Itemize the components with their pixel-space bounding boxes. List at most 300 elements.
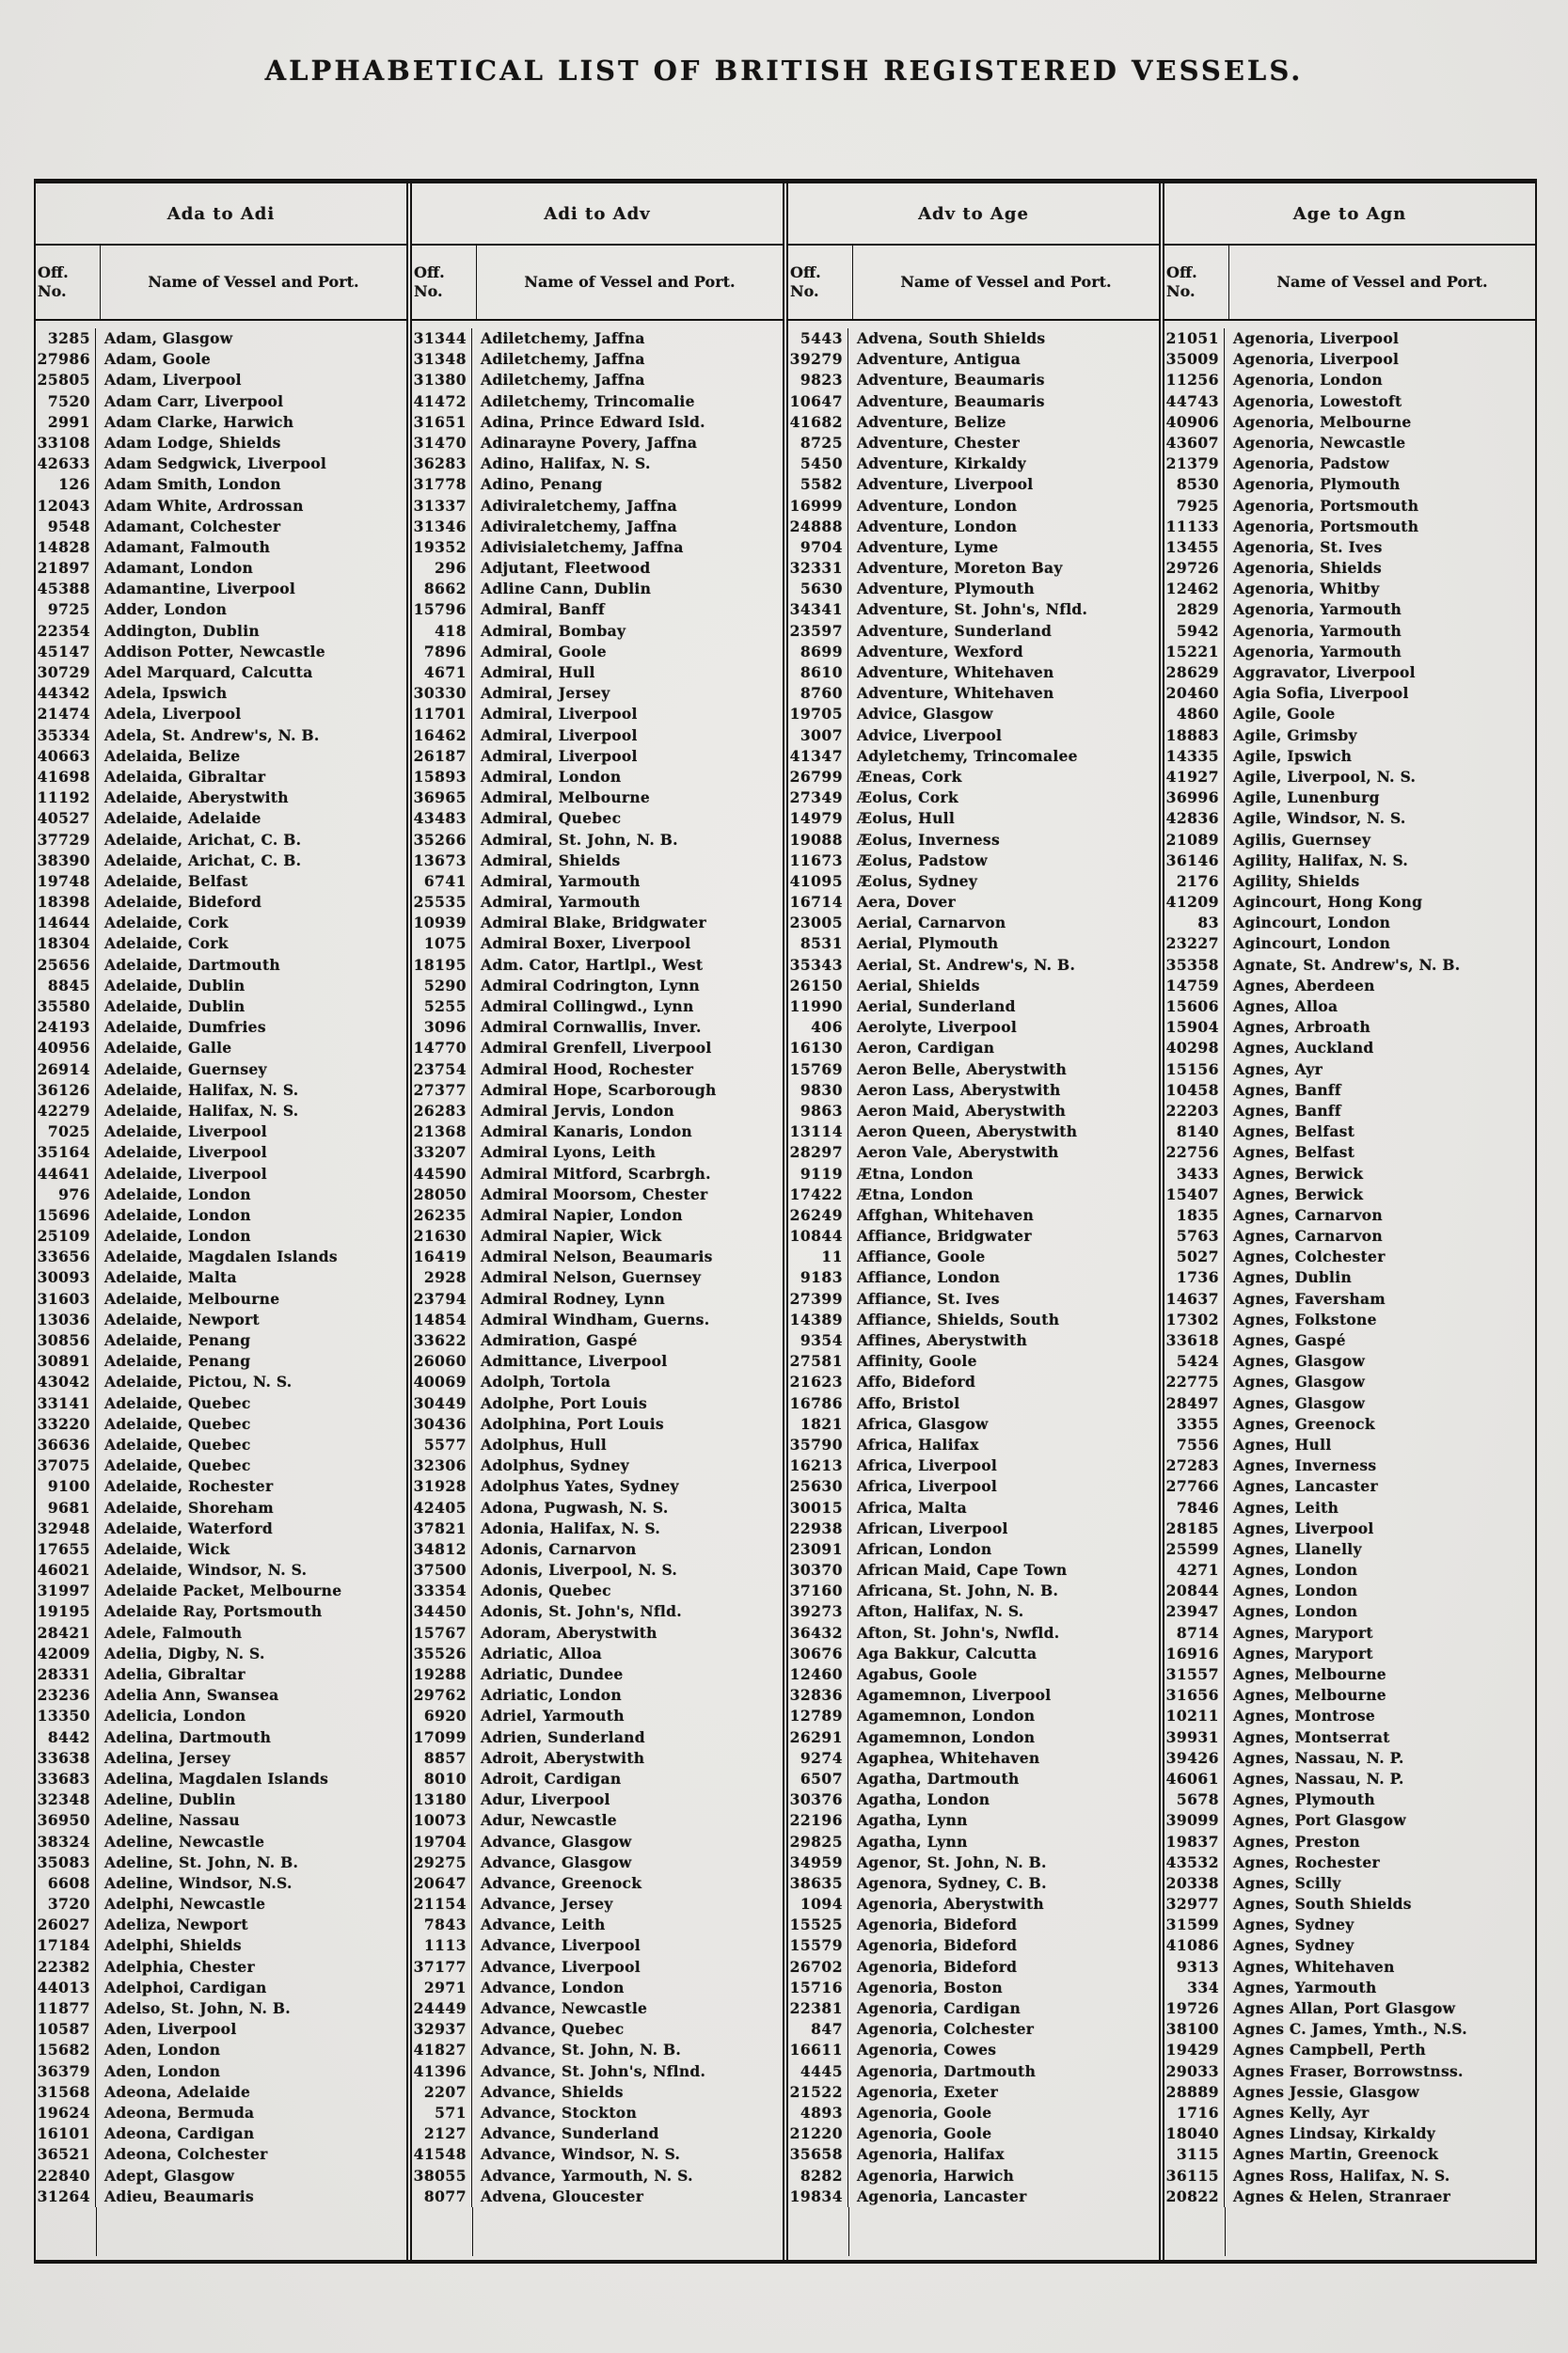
table-row	[36, 2103, 406, 2123]
off-no-cell: 32306	[412, 1455, 472, 1476]
off-no-cell: 23947	[1164, 1601, 1225, 1622]
table-row	[36, 808, 406, 829]
off-no-cell: 21368	[412, 1121, 472, 1142]
vessel-name-cell: Advance, Leith	[481, 1916, 606, 1934]
vessel-name-cell: Adel Marquard, Calcutta	[104, 663, 313, 681]
off-no-cell: 36521	[36, 2144, 96, 2165]
vessel-name-cell: Adelaide, Cork	[104, 934, 229, 953]
off-no-cell: 1075	[412, 933, 472, 954]
table-row	[1164, 2123, 1535, 2144]
table-row	[412, 1832, 783, 1852]
table-row	[788, 725, 1159, 746]
table-row	[788, 1184, 1159, 1205]
off-no-cell: 21154	[412, 1894, 472, 1915]
table-row	[36, 892, 406, 913]
off-no-cell: 4445	[788, 2061, 848, 2082]
off-no-cell: 8077	[412, 2186, 472, 2207]
table-row	[1164, 453, 1535, 474]
vessel-name-cell: Adelaide, Quebec	[104, 1435, 251, 1454]
off-no-cell: 8760	[788, 683, 848, 704]
vessel-name-cell: Agatha, Lynn	[857, 1811, 968, 1830]
vessel-name-cell: Agatha, Lynn	[857, 1832, 968, 1851]
table-row	[788, 1351, 1159, 1372]
off-no-cell: 16462	[412, 725, 472, 746]
table-row	[788, 851, 1159, 871]
table-row	[1164, 787, 1535, 808]
vessel-name-cell: Addington, Dublin	[104, 621, 260, 640]
off-no-cell: 8010	[412, 1769, 472, 1789]
off-no-cell: 38100	[1164, 2019, 1225, 2040]
table-row	[36, 1017, 406, 1038]
off-no-cell: 30729	[36, 662, 96, 683]
off-no-cell: 30856	[36, 1330, 96, 1351]
table-row	[788, 1644, 1159, 1664]
table-row	[1164, 1080, 1535, 1101]
vessel-name-cell: Agnes, Rochester	[1233, 1852, 1381, 1871]
off-no-cell: 6920	[412, 1706, 472, 1726]
vessel-name-cell: Agnes, Belfast	[1233, 1143, 1355, 1162]
table-row	[36, 746, 406, 767]
off-no-cell: 25535	[412, 892, 472, 913]
table-row	[36, 1644, 406, 1664]
off-no-cell: 5942	[1164, 621, 1225, 642]
off-no-cell: 26283	[412, 1101, 472, 1121]
vessel-name-cell: Adolphus, Sydney	[481, 1456, 629, 1475]
off-no-cell: 20647	[412, 1873, 472, 1894]
off-no-cell: 30891	[36, 1351, 96, 1372]
table-row	[412, 1247, 783, 1267]
tail-offno-rule	[36, 2207, 97, 2256]
vessel-name-cell: Admiral Hood, Rochester	[481, 1059, 694, 1078]
table-row	[788, 537, 1159, 558]
off-no-cell: 9830	[788, 1080, 848, 1101]
vessel-name-cell: Adela, Ipswich	[104, 684, 228, 703]
vessel-name-cell: Agenoria, Halifax	[857, 2145, 1005, 2164]
off-no-cell: 18304	[36, 933, 96, 954]
off-no-cell: 32977	[1164, 1894, 1225, 1915]
vessel-name-cell: Adelaide, Shoreham	[104, 1498, 274, 1517]
vessel-name-cell: Agincourt, London	[1233, 934, 1391, 953]
off-no-cell: 38390	[36, 851, 96, 871]
off-no-cell: 5255	[412, 996, 472, 1017]
vessel-name-cell: Affiance, Shields, South	[857, 1310, 1060, 1328]
off-no-cell: 15796	[412, 599, 472, 620]
table-row	[788, 871, 1159, 892]
vessel-name-cell: Affines, Aberystwith	[857, 1331, 1028, 1349]
table-row	[788, 2166, 1159, 2186]
table-row	[1164, 1957, 1535, 1978]
vessel-name-cell: Agenoria, Bideford	[857, 1957, 1018, 1976]
vessel-name-cell: Agnes, Montserrat	[1233, 1727, 1390, 1746]
table-row	[788, 2123, 1159, 2144]
vessel-name-cell: Adeline, Newcastle	[104, 1832, 265, 1851]
table-row	[36, 767, 406, 787]
vessel-name-cell: Agenoria, Yarmouth	[1233, 600, 1402, 619]
vessel-name-cell: Agnes, London	[1233, 1602, 1358, 1621]
off-no-cell: 9119	[788, 1164, 848, 1184]
table-row	[788, 1205, 1159, 1226]
off-no-cell: 14828	[36, 537, 96, 558]
vessel-name-cell: African Maid, Cape Town	[857, 1561, 1068, 1580]
off-no-cell: 13350	[36, 1706, 96, 1726]
table-row	[36, 1852, 406, 1873]
vessel-name-cell: Advance, Jersey	[481, 1895, 613, 1914]
vessel-name-cell: Aeron Maid, Aberystwith	[857, 1101, 1067, 1120]
off-no-cell: 15156	[1164, 1059, 1225, 1080]
off-no-cell: 22196	[788, 1810, 848, 1831]
off-no-cell: 7846	[1164, 1498, 1225, 1518]
table-row	[788, 1664, 1159, 1685]
table-row	[36, 955, 406, 976]
off-no-cell: 42279	[36, 1101, 96, 1121]
off-no-cell: 22775	[1164, 1372, 1225, 1392]
off-no-cell: 31348	[412, 349, 472, 370]
off-no-cell: 1821	[788, 1414, 848, 1435]
vessel-name-cell: Adelicia, London	[104, 1707, 246, 1725]
off-no-cell: 35083	[36, 1852, 96, 1873]
off-no-cell: 29825	[788, 1832, 848, 1852]
table-row	[1164, 933, 1535, 954]
off-no-cell: 26702	[788, 1957, 848, 1978]
vessel-name-cell: Agatha, Dartmouth	[857, 1769, 1020, 1788]
vessel-name-cell: Adelaide, Dartmouth	[104, 955, 280, 974]
table-row	[36, 1289, 406, 1310]
off-no-cell: 43042	[36, 1372, 96, 1392]
vessel-name-cell: Aeron, Cardigan	[857, 1039, 995, 1057]
off-no-cell: 19088	[788, 830, 848, 851]
off-no-cell: 2127	[412, 2123, 472, 2144]
off-no-cell: 31470	[412, 433, 472, 453]
column-tail-rule	[1164, 2207, 1535, 2256]
vessel-name-cell: Adventure, Whitehaven	[857, 663, 1054, 681]
off-no-cell: 12789	[788, 1706, 848, 1726]
table-row	[36, 1310, 406, 1330]
column-body	[412, 321, 783, 2260]
off-no-cell: 10587	[36, 2019, 96, 2040]
table-row	[1164, 2186, 1535, 2207]
off-no-cell: 41095	[788, 871, 848, 892]
table-row	[788, 1539, 1159, 1560]
table-row	[36, 1810, 406, 1831]
off-no-cell: 17422	[788, 1184, 848, 1205]
vessel-name-cell: Admiral Hope, Scarborough	[481, 1080, 717, 1099]
off-no-cell: 1113	[412, 1935, 472, 1956]
vessel-name-cell: Affghan, Whitehaven	[857, 1205, 1035, 1224]
vessel-name-cell: Advice, Glasgow	[857, 705, 993, 723]
vessel-name-cell: Adelaide, Melbourne	[104, 1289, 280, 1308]
table-row	[1164, 892, 1535, 913]
vessel-name-cell: Agnes Fraser, Borrowstnss.	[1233, 2061, 1464, 2080]
off-no-cell: 37500	[412, 1560, 472, 1581]
table-row	[412, 1393, 783, 1414]
table-row	[788, 913, 1159, 933]
vessel-name-cell: Agnes, Maryport	[1233, 1623, 1373, 1642]
vessel-name-cell: Agnes Campbell, Perth	[1233, 2041, 1426, 2059]
table-row	[36, 1873, 406, 1894]
vessel-name-cell: Admiral, Quebec	[481, 809, 622, 828]
table-row	[412, 704, 783, 724]
off-no-cell: 30330	[412, 683, 472, 704]
off-no-cell: 9100	[36, 1476, 96, 1497]
table-row	[1164, 1164, 1535, 1184]
table-row	[36, 391, 406, 412]
vessel-name-cell: Adventure, Kirkaldy	[857, 454, 1026, 473]
off-no-cell: 35790	[788, 1435, 848, 1455]
table-row	[36, 1372, 406, 1392]
off-no-cell: 43532	[1164, 1852, 1225, 1873]
off-no-cell: 26914	[36, 1059, 96, 1080]
off-no-cell: 26150	[788, 976, 848, 996]
vessel-name-cell: Admiral, Banff	[481, 600, 605, 619]
vessel-name-cell: Advance, Windsor, N. S.	[481, 2145, 681, 2164]
vessel-name-cell: Adam Lodge, Shields	[104, 433, 281, 452]
table-row	[1164, 1184, 1535, 1205]
off-no-cell: 19288	[412, 1664, 472, 1685]
vessel-name-cell: Admiral Lyons, Leith	[481, 1143, 657, 1162]
vessel-name-cell: Æolus, Sydney	[857, 871, 978, 890]
column-body	[788, 321, 1159, 2260]
vessel-name-cell: African, London	[857, 1539, 992, 1558]
off-no-cell: 36379	[36, 2061, 96, 2082]
vessel-name-cell: Afton, Halifax, N. S.	[857, 1602, 1024, 1621]
vessel-name-cell: Admiral, Liverpool	[481, 746, 638, 765]
off-no-cell: 41698	[36, 767, 96, 787]
table-row	[1164, 474, 1535, 495]
off-no-cell: 32948	[36, 1518, 96, 1539]
table-row	[36, 1267, 406, 1288]
vessel-name-cell: Agamemnon, Liverpool	[857, 1686, 1052, 1705]
vessel-name-cell: Agenoria, St. Ives	[1233, 537, 1383, 556]
off-no-cell: 15579	[788, 1935, 848, 1956]
table-row	[412, 683, 783, 704]
off-no-cell: 17655	[36, 1539, 96, 1560]
off-no-cell: 1835	[1164, 1205, 1225, 1226]
table-row	[788, 433, 1159, 453]
vessel-name-cell: Adelaide, Dublin	[104, 976, 245, 994]
vessel-name-cell: Agnes, Llanelly	[1233, 1539, 1362, 1558]
off-no-cell: 8442	[36, 1727, 96, 1748]
table-row	[412, 996, 783, 1017]
off-no-cell: 16130	[788, 1038, 848, 1058]
table-row	[788, 662, 1159, 683]
off-no-cell: 11133	[1164, 517, 1225, 537]
vessel-name-cell: Adela, Liverpool	[104, 705, 242, 723]
vessel-name-cell: Agnes, Hull	[1233, 1435, 1332, 1454]
table-row	[788, 976, 1159, 996]
vessel-name-cell: Adelaide, Quebec	[104, 1456, 251, 1475]
table-row	[36, 1414, 406, 1435]
off-no-cell: 40069	[412, 1372, 472, 1392]
vessel-name-cell: Affo, Bristol	[857, 1393, 960, 1412]
off-no-cell: 571	[412, 2103, 472, 2123]
vessel-name-cell: Agincourt, London	[1233, 914, 1391, 932]
off-no-cell: 31778	[412, 474, 472, 495]
table-row	[412, 599, 783, 620]
off-no-cell: 334	[1164, 1978, 1225, 1998]
table-row	[36, 1748, 406, 1769]
off-no-cell: 36115	[1164, 2166, 1225, 2186]
table-row	[36, 1330, 406, 1351]
vessel-name-cell: Adventure, Whitehaven	[857, 684, 1054, 703]
table-row	[36, 830, 406, 851]
table-row	[1164, 996, 1535, 1017]
off-no-cell: 83	[1164, 913, 1225, 933]
table-row	[36, 1038, 406, 1058]
off-no-cell: 34959	[788, 1852, 848, 1873]
vessel-name-cell: Africa, Liverpool	[857, 1456, 998, 1475]
off-no-cell: 30015	[788, 1498, 848, 1518]
table-row	[1164, 1664, 1535, 1685]
off-no-cell: 28050	[412, 1184, 472, 1205]
off-no-cell: 10939	[412, 913, 472, 933]
table-row	[412, 1267, 783, 1288]
table-row	[412, 1310, 783, 1330]
off-no-cell: 20822	[1164, 2186, 1225, 2207]
vessel-name-cell: Adelphi, Newcastle	[104, 1895, 266, 1914]
table-row	[1164, 830, 1535, 851]
table-row	[412, 746, 783, 767]
vessel-name-cell: Adventure, Beaumaris	[857, 391, 1045, 410]
table-row	[36, 1184, 406, 1205]
table-row	[412, 2019, 783, 2040]
off-no-cell: 44743	[1164, 391, 1225, 412]
off-no-cell: 406	[788, 1017, 848, 1038]
off-no-cell: 40663	[36, 746, 96, 767]
off-no-cell: 23794	[412, 1289, 472, 1310]
vessel-name-cell: Agabus, Goole	[857, 1665, 978, 1683]
vessel-name-cell: Adeliza, Newport	[104, 1916, 248, 1934]
off-no-cell: 24449	[412, 1998, 472, 2019]
vessel-name-cell: Agnes & Helen, Stranraer	[1233, 2186, 1451, 2205]
table-row	[36, 433, 406, 453]
off-no-cell: 38324	[36, 1832, 96, 1852]
off-no-cell: 15769	[788, 1059, 848, 1080]
vessel-name-cell: Adam Carr, Liverpool	[104, 391, 284, 410]
table-row	[788, 1769, 1159, 1789]
vessel-name-cell: Adur, Newcastle	[481, 1811, 617, 1830]
table-row	[788, 1498, 1159, 1518]
off-no-cell: 41209	[1164, 892, 1225, 913]
vessel-name-cell: Agenoria, Dartmouth	[857, 2061, 1037, 2080]
off-no-cell: 25630	[788, 1476, 848, 1497]
table-row	[1164, 1310, 1535, 1330]
table-row	[36, 996, 406, 1017]
off-no-cell: 16714	[788, 892, 848, 913]
vessel-name-cell: Adam, Liverpool	[104, 371, 242, 390]
table-row	[36, 412, 406, 433]
off-no-cell: 35658	[788, 2144, 848, 2165]
vessel-name-cell: Admiral Mitford, Scarbrgh.	[481, 1164, 711, 1183]
off-no-cell: 33354	[412, 1581, 472, 1601]
table-row	[1164, 599, 1535, 620]
table-row	[412, 1038, 783, 1058]
vessel-name-cell: Agnes, Banff	[1233, 1080, 1341, 1099]
vessel-name-cell: Adelaide, Pictou, N. S.	[104, 1373, 293, 1391]
vessel-name-cell: Adamantine, Liverpool	[104, 580, 296, 598]
vessel-name-cell: Agnes, Lancaster	[1233, 1477, 1378, 1496]
off-no-cell: 34812	[412, 1539, 472, 1560]
vessel-name-cell: Æneas, Cork	[857, 767, 962, 786]
off-no-cell: 4271	[1164, 1560, 1225, 1581]
table-row	[412, 1539, 783, 1560]
vessel-name-cell: Agnes, Yarmouth	[1233, 1978, 1377, 1996]
vessel-name-cell: Africa, Liverpool	[857, 1477, 998, 1496]
table-row	[1164, 1017, 1535, 1038]
table-row	[1164, 662, 1535, 683]
vessel-name-cell: Admiral Grenfell, Liverpool	[481, 1039, 712, 1057]
vessel-name-cell: Africa, Malta	[857, 1498, 967, 1517]
off-no-cell: 296	[412, 558, 472, 579]
table-row	[1164, 579, 1535, 599]
table-row	[1164, 517, 1535, 537]
table-row	[788, 683, 1159, 704]
vessel-name-cell: Affiance, Bridgwater	[857, 1227, 1032, 1246]
off-no-cell: 8725	[788, 433, 848, 453]
vessel-name-cell: Æolus, Inverness	[857, 830, 1000, 849]
vessel-name-cell: Agile, Windsor, N. S.	[1233, 809, 1406, 828]
vessel-name-cell: Agility, Halifax, N. S.	[1233, 851, 1409, 869]
vessel-name-cell: Adelaide, Galle	[104, 1039, 232, 1057]
table-row	[1164, 955, 1535, 976]
vessel-name-cell: Adelaide Ray, Portsmouth	[104, 1602, 323, 1621]
table-row	[788, 830, 1159, 851]
table-row	[788, 1894, 1159, 1915]
off-no-cell: 41396	[412, 2061, 472, 2082]
table-row	[412, 1226, 783, 1247]
name-port-header: Name of Vessel and Port.	[900, 272, 1112, 291]
off-no-cell: 17099	[412, 1727, 472, 1748]
vessel-name-cell: Admiral Blake, Bridgwater	[481, 914, 706, 932]
off-no-cell: 25805	[36, 370, 96, 390]
off-no-cell: 22756	[1164, 1142, 1225, 1163]
table-row	[788, 1852, 1159, 1873]
off-no-cell: 33622	[412, 1330, 472, 1351]
vessel-name-cell: Adjutant, Fleetwood	[481, 559, 651, 578]
table-row	[788, 1978, 1159, 1998]
table-row	[1164, 1435, 1535, 1455]
off-no-cell: 40906	[1164, 412, 1225, 433]
vessel-name-cell: Æolus, Padstow	[857, 851, 988, 869]
off-no-cell: 8857	[412, 1748, 472, 1769]
column-group-4	[1159, 183, 1535, 2260]
vessel-name-cell: Advance, St. John, N. B.	[481, 2041, 682, 2059]
table-row	[412, 2082, 783, 2103]
off-no-cell: 28331	[36, 1664, 96, 1685]
table-row	[1164, 2061, 1535, 2082]
table-row	[788, 1310, 1159, 1330]
off-no-cell: 31380	[412, 370, 472, 390]
table-row	[1164, 1226, 1535, 1247]
off-no-cell: 11673	[788, 851, 848, 871]
vessel-name-cell: Advance, Greenock	[481, 1873, 642, 1892]
vessel-name-cell: Adventure, Moreton Bay	[857, 559, 1063, 578]
tail-offno-rule	[1164, 2207, 1226, 2256]
table-row	[36, 1518, 406, 1539]
vessel-name-cell: Admiral Napier, Wick	[481, 1227, 662, 1246]
off-no-cell: 34450	[412, 1601, 472, 1622]
table-row	[412, 1998, 783, 2019]
off-no-cell: 33618	[1164, 1330, 1225, 1351]
vessel-name-cell: Admiral Collingwd., Lynn	[481, 997, 694, 1015]
off-no-cell: 28421	[36, 1623, 96, 1644]
off-no-cell: 31928	[412, 1476, 472, 1497]
vessel-name-cell: Adina, Prince Edward Isld.	[481, 412, 705, 431]
table-row	[1164, 1852, 1535, 1873]
vessel-name-cell: Admiral, Hull	[481, 663, 595, 681]
vessel-name-cell: Adelaide, Adelaide	[104, 809, 261, 828]
table-row	[36, 558, 406, 579]
off-no-cell: 42405	[412, 1498, 472, 1518]
